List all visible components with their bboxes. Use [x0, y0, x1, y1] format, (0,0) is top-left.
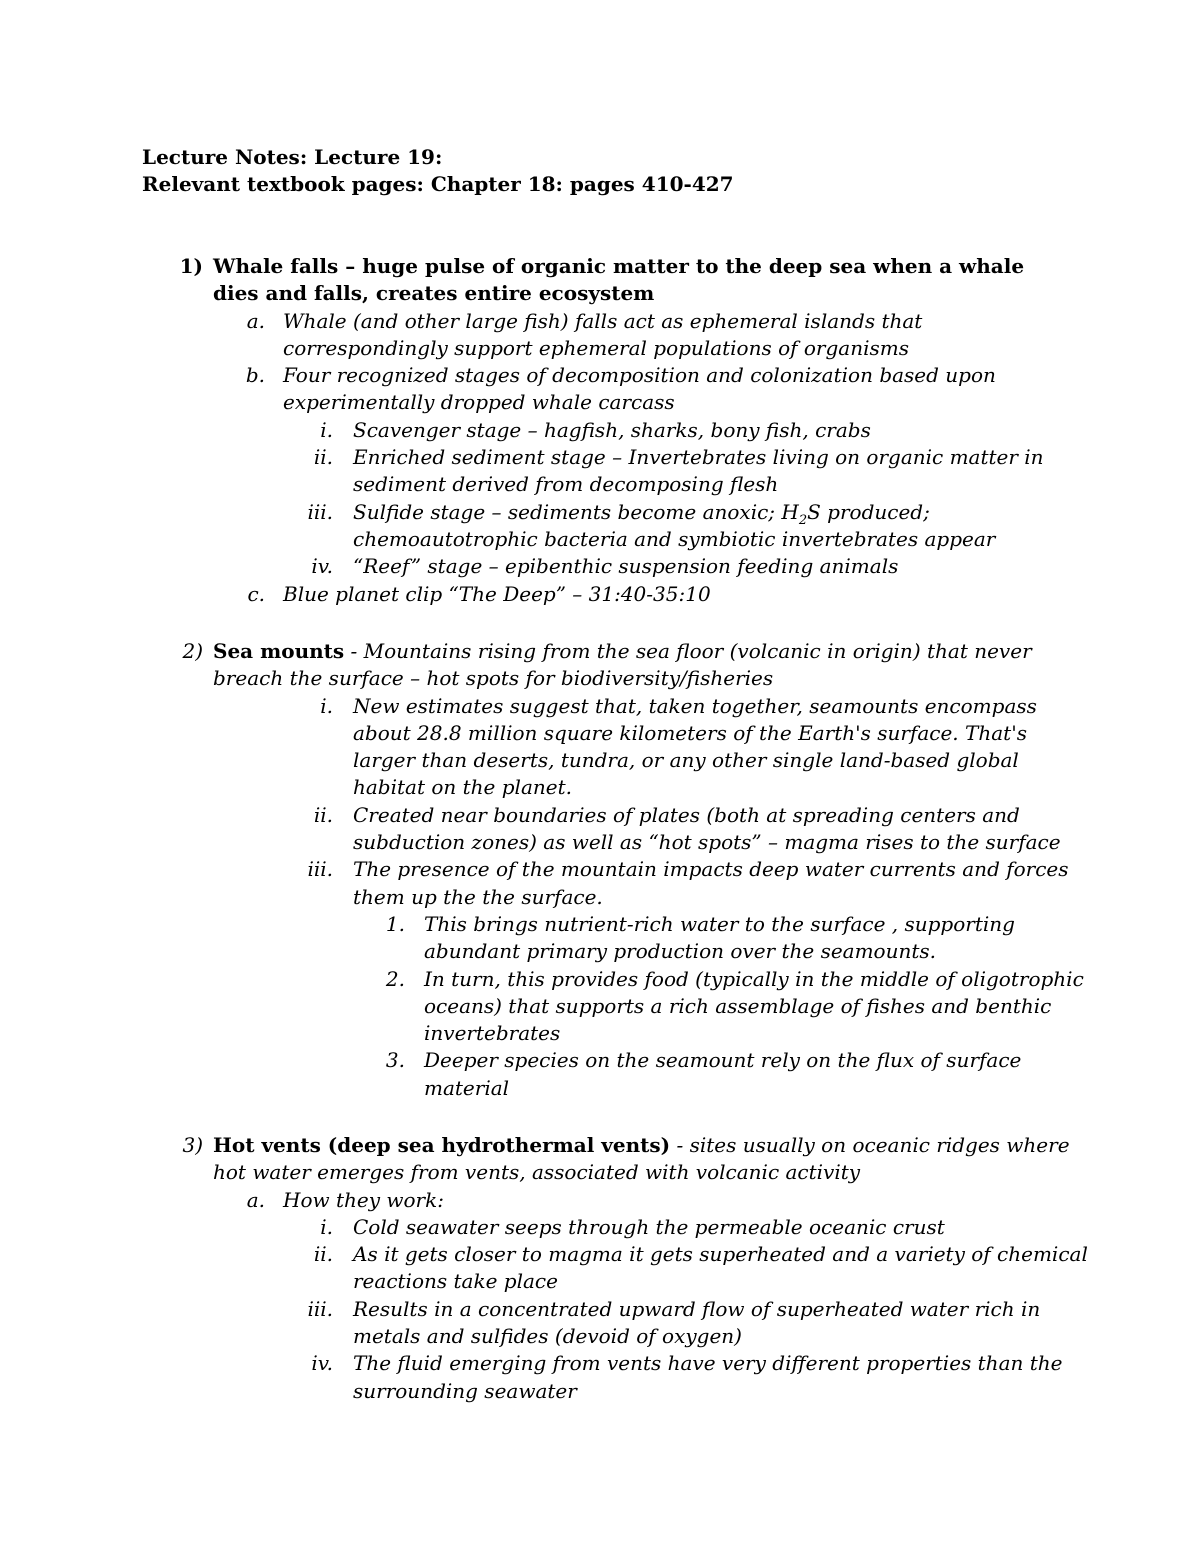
list-item [0, 966, 1200, 1048]
list-item-text [213, 638, 1073, 693]
list-marker: i. [320, 417, 333, 442]
list-item-text: Cold seawater seeps through the permeable oceanic crust [353, 1214, 945, 1239]
list-item [0, 308, 1200, 363]
list-item-text: Scavenger stage – hagfish, sharks, bony fish, crabs [353, 417, 871, 442]
list-marker: a. [246, 308, 265, 333]
list-marker: iii. [307, 499, 333, 524]
list-item [0, 1241, 1200, 1296]
list-item-text: Created near boundaries of plates (both at spreading centers and subduction zones) as well as “hot spots” – magma rises to the surface [353, 802, 1061, 855]
list-marker: iv. [311, 1351, 333, 1376]
list-item [0, 1296, 1200, 1351]
list-marker: 2. [385, 966, 405, 991]
list-marker: ii. [313, 445, 333, 470]
list-item [0, 581, 1200, 608]
list-marker: i. [320, 1214, 333, 1239]
list-marker: c. [247, 581, 265, 606]
list-item-text: The presence of the mountain impacts deep water currents and forces them up the the surface. [353, 857, 1069, 909]
text-fragment: S produced; chemoautotrophic bacteria and symbiotic invertebrates appear [353, 499, 996, 551]
list-item-text: New estimates suggest that, taken together, seamounts encompass about 28.8 million square kilometers of the Earth's surface. That's larger than deserts, tundra, or any other single land-based global habitat on the planet. [353, 693, 1037, 800]
list-marker: iii. [307, 857, 333, 882]
section-description: - sites usually on oceanic ridges where hot water emerges from vents, associated with volcanic activity [213, 1133, 1070, 1185]
list-marker: iii. [307, 1296, 333, 1321]
textbook-pages: Relevant textbook pages: Chapter 18: pages 410-427 [142, 172, 734, 197]
list-item [0, 499, 1200, 554]
list-item [0, 253, 1200, 308]
list-marker: 3. [385, 1048, 405, 1073]
list-marker: a. [246, 1187, 265, 1212]
list-marker: ii. [313, 802, 333, 827]
list-item-text: As it gets closer to magma it gets superheated and a variety of chemical reactions take place [353, 1242, 1088, 1294]
list-item [0, 444, 1200, 499]
list-item-text: How they work: [283, 1187, 444, 1212]
section-heading: Sea mounts [213, 639, 345, 663]
list-item-text: Whale (and other large fish) falls act as ephemeral islands that correspondingly support ephemeral populations of organisms [283, 308, 923, 360]
section-description: - Mountains rising from the sea floor (volcanic in origin) that never breach the surface – hot spots for biodiversity/fisheries [213, 639, 1032, 691]
document-header [142, 144, 734, 199]
list-marker: i. [320, 693, 333, 718]
section-heading: Hot vents (deep sea hydrothermal vents) [213, 1133, 671, 1157]
list-item-text: The fluid emerging from vents have very different properties than the surrounding seawater [353, 1351, 1063, 1403]
list-item [0, 362, 1200, 417]
list-item [0, 638, 1200, 693]
list-marker: 2) [182, 639, 203, 663]
list-item [0, 1214, 1200, 1241]
list-marker: ii. [313, 1242, 333, 1267]
list-item [0, 1187, 1200, 1214]
list-item [0, 1047, 1200, 1102]
list-item-text [213, 1132, 1073, 1187]
list-item-text [353, 499, 1093, 554]
lecture-title: Lecture Notes: Lecture 19: [142, 145, 443, 169]
list-item-text: In turn, this provides food (typically in the middle of oligotrophic oceans) that supports a rich assemblage of fishes and benthic invertebrates [424, 966, 1084, 1046]
section-heading: Whale falls – huge pulse of organic matter to the deep sea when a whale dies and falls, creates entire ecosystem [213, 254, 1025, 306]
list-item [0, 1350, 1200, 1405]
list-item-text: Results in a concentrated upward flow of superheated water rich in metals and sulfides (devoid of oxygen) [353, 1296, 1041, 1349]
list-item-text: This brings nutrient-rich water to the surface , supporting abundant primary production over the seamounts. [424, 911, 1015, 964]
list-item-text: Deeper species on the seamount rely on the flux of surface material [424, 1048, 1022, 1100]
list-item [0, 802, 1200, 857]
list-item [0, 693, 1200, 802]
list-item [0, 553, 1200, 580]
list-marker: 1. [385, 911, 405, 936]
list-marker: b. [245, 363, 265, 388]
list-marker: 1) [179, 254, 203, 278]
list-item-text: “Reef” stage – epibenthic suspension feeding animals [353, 554, 899, 579]
section-hot-vents [0, 1132, 1200, 1405]
list-item-text: Enriched sediment stage – Invertebrates living on organic matter in sediment derived from decomposing flesh [353, 445, 1044, 497]
list-item [0, 1132, 1200, 1187]
section-whale-falls [0, 253, 1200, 608]
list-item [0, 856, 1200, 911]
list-item-text: Blue planet clip “The Deep” – 31:40-35:10 [283, 581, 711, 606]
text-fragment: Sulfide stage – sediments become anoxic; H [353, 499, 799, 524]
subscript: 2 [798, 512, 808, 528]
list-item [0, 417, 1200, 444]
list-marker: 3) [182, 1133, 203, 1157]
section-sea-mounts [0, 638, 1200, 1102]
list-marker: iv. [311, 554, 333, 579]
list-item-text: Four recognized stages of decomposition and colonization based upon experimentally dropped whale carcass [283, 363, 996, 415]
list-item [0, 911, 1200, 966]
